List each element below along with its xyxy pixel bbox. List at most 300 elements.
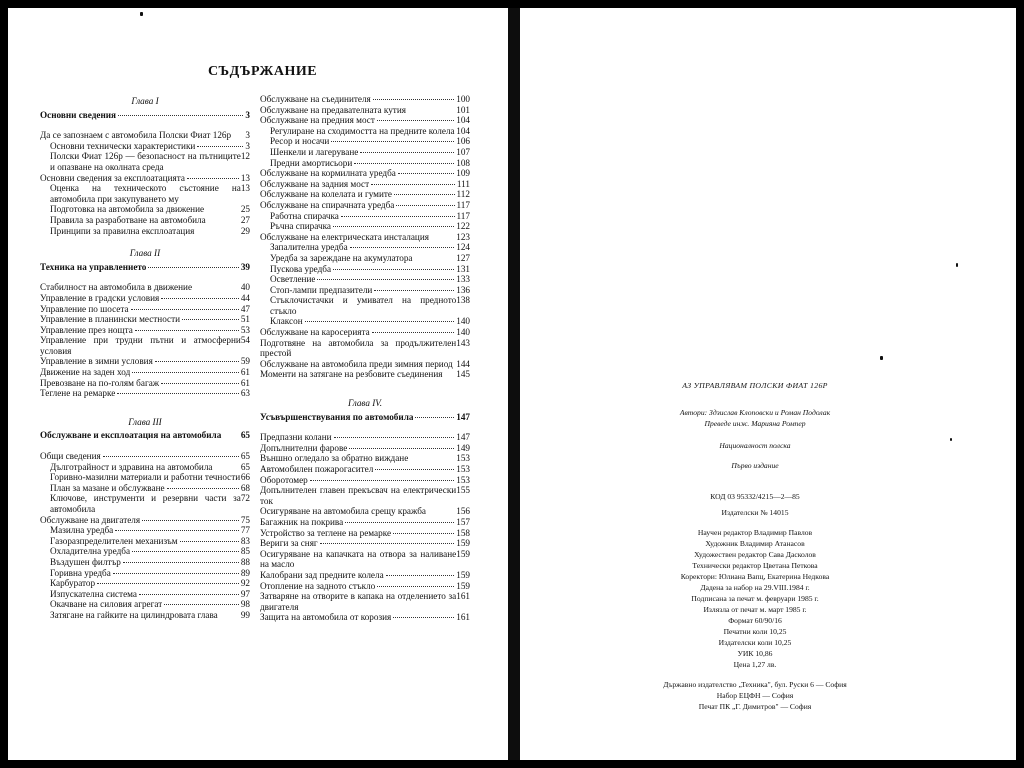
scan-speck — [956, 263, 958, 267]
toc-entry-page: 3 — [245, 140, 250, 151]
toc-entry — [40, 610, 250, 621]
toc-entry-title: Усъвършенствувания по автомобила — [260, 411, 414, 422]
toc-entry — [260, 506, 470, 517]
toc-entry-page: 147 — [456, 411, 470, 422]
toc-entry — [260, 591, 470, 612]
toc-entry-title: Допълнителни фарове — [260, 442, 348, 453]
toc-entry-title: Охладителна уредба — [50, 546, 131, 557]
toc-entry-title: Пускова уредба — [270, 263, 332, 274]
toc-entry-page: 107 — [456, 146, 470, 157]
toc-entry-page: 29 — [240, 225, 250, 236]
toc-entry-title: Автомобилен пожарогасител — [260, 464, 374, 474]
toc-entry-title: Теглене на ремарке — [40, 388, 116, 399]
toc-entry-page: 156 — [456, 506, 470, 517]
toc-entry-page: 72 — [240, 493, 250, 504]
toc-entry-title: Обслужване на спирачната уредба — [260, 199, 395, 210]
dot-leader — [182, 319, 239, 320]
chapter-heading: Глава II — [129, 248, 161, 259]
toc-entry — [40, 282, 250, 293]
contents-page — [8, 8, 508, 760]
toc-entry-title: Обслужване на автомобила преди зимния период — [260, 358, 453, 369]
toc-entry-title: Работна спирачка — [270, 210, 339, 221]
toc-entry-page: 158 — [456, 527, 470, 538]
toc-spacer — [40, 272, 250, 282]
toc-entry-title: Затваряне на отворите в капака на отделението за двигателя — [260, 591, 457, 612]
toc-entry — [40, 130, 250, 141]
toc-entry-title: Осигуряване на автомобила срещу кражба — [260, 506, 426, 517]
toc-entry — [260, 168, 470, 179]
toc-entry-page: 138 — [456, 295, 470, 306]
toc-entry-title: Окачване на силовия агрегат — [50, 599, 163, 610]
toc-entry — [40, 378, 250, 389]
toc-entry-title: Калобрани зад предните колела — [260, 569, 384, 580]
dot-leader — [377, 120, 454, 121]
toc-entry-title: Принципи за правилна експлоатация — [50, 225, 195, 236]
toc-entry-page: 40 — [240, 282, 250, 293]
toc-entry — [40, 141, 250, 152]
toc-entry — [40, 546, 250, 557]
toc-entry-page: 75 — [240, 514, 250, 525]
toc-entry — [40, 493, 250, 514]
toc-entry-title: Ключове, инструменти и резервни части за автомобила — [50, 493, 241, 514]
toc-entry — [40, 451, 250, 462]
toc-entry-title: Уредба за зареждане на акумулатора — [270, 252, 413, 263]
dot-leader — [103, 456, 239, 457]
toc-entry-page: 101 — [456, 104, 470, 115]
price-line: Цена 1,27 лв. — [733, 660, 777, 669]
toc-spacer — [40, 236, 250, 246]
toc-entry — [260, 316, 470, 327]
dot-leader — [117, 393, 239, 394]
toc-entry — [40, 304, 250, 315]
toc-entry — [260, 179, 470, 190]
publisher-number-line: Издателски № 14015 — [721, 508, 789, 517]
toc-entry — [40, 204, 250, 215]
toc-entry-title: Предпазни колани — [260, 432, 332, 443]
dot-leader — [139, 594, 239, 595]
scan-speck — [950, 438, 952, 441]
toc-entry — [260, 158, 470, 169]
toc-spacer — [260, 422, 470, 432]
toc-entry-page: 100 — [456, 94, 470, 104]
imprint-page — [520, 8, 1016, 760]
dot-leader — [372, 332, 455, 333]
toc-entry-title: Регулиране на сходимостта на предните колела — [270, 125, 455, 136]
toc-entry-title: Правила за разработване на автомобила — [50, 214, 206, 225]
toc-entry — [260, 443, 470, 454]
toc-entry-page: 98 — [240, 599, 250, 610]
toc-entry — [260, 359, 470, 370]
printed-date-line: Излязла от печат м. март 1985 г. — [703, 605, 807, 614]
toc-entry-title: Запалителна уредба — [270, 242, 348, 253]
toc-entry-page: 77 — [240, 525, 250, 536]
toc-entry-page: 25 — [240, 204, 250, 215]
toc-entry-title: Външно огледало за обратно виждане — [260, 453, 409, 464]
toc-entry — [260, 538, 470, 549]
toc-entry — [40, 183, 250, 204]
toc-entry-title: Техника на управлението — [40, 261, 147, 272]
toc-entry-title: Изпускателна система — [50, 588, 137, 599]
toc-entry — [260, 105, 470, 116]
toc-entry-page: 159 — [456, 580, 470, 591]
toc-entry — [260, 570, 470, 581]
toc-entry-title: Управление в градски условия — [40, 292, 160, 303]
toc-entry — [40, 515, 250, 526]
toc-entry — [40, 215, 250, 226]
toc-entry-page: 153 — [456, 474, 470, 485]
toc-entry — [40, 325, 250, 336]
format-line: Формат 60/90/16 — [728, 616, 782, 625]
dot-leader — [310, 480, 454, 481]
toc-entry-title: План за мазане и обслужване — [50, 482, 165, 493]
toc-entry-title: Ръчна спирачка — [270, 221, 332, 232]
dot-leader — [187, 178, 239, 179]
toc-entry-page: 106 — [456, 136, 470, 147]
toc-entry — [260, 485, 470, 506]
toc-entry-title: Стоп-лампи предпазители — [270, 284, 373, 295]
toc-entry — [260, 200, 470, 211]
dot-leader — [113, 573, 239, 574]
toc-entry-title: Основни технически характеристики — [50, 140, 196, 151]
toc-entry — [260, 211, 470, 222]
toc-entry-title: Общи сведения — [40, 451, 101, 462]
toc-entry-page: 111 — [456, 178, 470, 189]
page-title: СЪДЪРЖАНИЕ — [208, 64, 318, 79]
toc-entry-page: 117 — [456, 210, 470, 221]
toc-entry-page: 68 — [240, 482, 250, 493]
toc-entry — [40, 314, 250, 325]
toc-entry — [260, 189, 470, 200]
toc-entry — [260, 242, 470, 253]
toc-entry — [260, 453, 470, 464]
toc-entry-page: 83 — [240, 535, 250, 546]
toc-spacer — [40, 120, 250, 130]
toc-entry — [40, 483, 250, 494]
toc-entry-title: Обслужване и експлоатация на автомобила — [40, 430, 222, 441]
toc-entry-title: Управление през нощта — [40, 324, 133, 335]
toc-spacer — [40, 399, 250, 415]
toc-entry-page: 47 — [240, 303, 250, 314]
toc-entry-page: 65 — [240, 430, 250, 441]
toc-entry-page: 13 — [240, 172, 250, 183]
toc-entry-title: Обслужване на кормилната уредба — [260, 168, 396, 179]
toc-entry-page: 27 — [240, 214, 250, 225]
toc-entry-title: Предни амортисьори — [270, 157, 353, 168]
toc-entry-page: 159 — [456, 548, 470, 559]
toc-entry — [40, 110, 250, 121]
toc-entry-title: Управление при трудни пътни и атмосферни условия — [40, 335, 241, 356]
toc-entry — [260, 581, 470, 592]
code-line: КОД 03 95332/4215—2—85 — [710, 492, 800, 501]
toc-entry-page: 66 — [240, 472, 250, 483]
page-gutter — [508, 8, 520, 760]
scientific-editor-line: Научен редактор Владимир Павлов — [697, 528, 813, 537]
dot-leader — [155, 361, 239, 362]
toc-entry — [260, 432, 470, 443]
toc-entry-title: Оценка на техническото състояние на автомобила при закупуването му — [50, 183, 241, 204]
toc-entry-page: 155 — [456, 485, 470, 496]
dot-leader — [375, 469, 454, 470]
toc-entry — [40, 173, 250, 184]
toc-column-right — [260, 94, 470, 623]
imprint-block — [620, 380, 890, 712]
toc-entry-page: 136 — [456, 284, 470, 295]
book-spread — [8, 8, 1016, 760]
dot-leader — [167, 488, 239, 489]
toc-entry-page: 109 — [456, 168, 470, 179]
chapter-heading: Глава III — [128, 416, 162, 427]
dot-leader — [131, 309, 239, 310]
toc-entry-title: Горивна уредба — [50, 567, 111, 578]
dot-leader — [354, 163, 454, 164]
toc-entry — [260, 528, 470, 539]
toc-entry-title: Газоразпределителен механизъм — [50, 535, 178, 546]
dot-leader — [118, 115, 243, 116]
toc-entry-title: Карбуратор — [50, 578, 96, 589]
publisher-sheets-line: Издателски коли 10,25 — [718, 638, 792, 647]
dot-leader — [345, 522, 454, 523]
dot-leader — [386, 575, 455, 576]
toc-entry-title: Оборотомер — [260, 474, 308, 485]
toc-entry-title: Основни сведения — [40, 109, 117, 120]
toc-entry-title: Устройство за теглене на ремарке — [260, 527, 392, 538]
toc-entry-page: 97 — [240, 588, 250, 599]
toc-entry-page: 51 — [240, 314, 250, 325]
toc-entry-page: 161 — [456, 612, 470, 623]
toc-entry-page: 61 — [240, 367, 250, 378]
toc-entry — [40, 151, 250, 172]
dot-leader — [396, 205, 454, 206]
toc-entry — [260, 221, 470, 232]
toc-entry — [260, 285, 470, 296]
dot-leader — [164, 604, 239, 605]
toc-entry — [40, 472, 250, 483]
toc-entry-page: 159 — [456, 538, 470, 549]
toc-entry-title: Стъклочистачки и умивател на предното стъкло — [270, 295, 457, 316]
dot-leader — [317, 279, 454, 280]
toc-entry-title: Отопление на задното стъкло — [260, 580, 376, 591]
toc-entry-title: Управление по шосета — [40, 303, 129, 314]
toc-entry — [260, 126, 470, 137]
dot-leader — [331, 141, 454, 142]
toc-entry-title: Да се запознаем с автомобила Полски Фиат 126р — [40, 130, 232, 141]
toc-entry-title: Осигуряване на капачката на отвора за наливане на масло — [260, 548, 457, 570]
toc-entry-page: 153 — [456, 464, 470, 474]
scan-speck — [880, 356, 883, 360]
toc-entry-page: 140 — [456, 316, 470, 327]
toc-entry — [260, 274, 470, 285]
dot-leader — [142, 520, 239, 521]
toc-entry-title: Вериги за сняг — [260, 538, 318, 549]
toc-entry-page: 159 — [456, 569, 470, 580]
toc-entry — [40, 525, 250, 536]
toc-entry — [260, 94, 470, 105]
toc-entry-page: 12 — [240, 151, 250, 162]
dot-leader — [349, 448, 454, 449]
toc-entry-page: 44 — [240, 292, 250, 303]
toc-entry-page: 144 — [456, 358, 470, 369]
dot-leader — [360, 152, 454, 153]
dot-leader — [197, 146, 243, 147]
toc-entry-page: 3 — [245, 109, 250, 120]
toc-entry — [40, 462, 250, 473]
dot-leader — [371, 184, 455, 185]
dot-leader — [305, 321, 455, 322]
toc-spacer — [260, 380, 470, 396]
toc-entry — [260, 338, 470, 359]
tech-editor-line: Технически редактор Цветана Петкова — [692, 561, 818, 570]
toc-entry-page: 131 — [456, 263, 470, 274]
toc-entry-title: Моменти на затягане на резбовите съединения — [260, 369, 443, 380]
dot-leader — [132, 551, 239, 552]
toc-entry — [260, 412, 470, 423]
toc-entry — [260, 369, 470, 380]
toc-entry-page: 112 — [456, 189, 470, 200]
toc-entry-page: 85 — [240, 546, 250, 557]
dot-leader — [374, 290, 454, 291]
typesetting-line: Набор ЕЦФН — София — [716, 691, 794, 700]
toc-entry-title: Защита на автомобила от корозия — [260, 612, 392, 623]
toc-entry-title: Обслужване на предавателната кутия — [260, 104, 406, 115]
toc-entry — [260, 136, 470, 147]
toc-entry-title: Управление в планински местности — [40, 314, 181, 325]
toc-entry-page: 108 — [456, 157, 470, 168]
authors-line: Автори: Здзислав Клоповски и Роман Подолак — [679, 408, 831, 417]
toc-entry — [40, 536, 250, 547]
dot-leader — [333, 269, 454, 270]
dot-leader — [393, 617, 454, 618]
toc-entry-page: 104 — [456, 115, 470, 126]
toc-entry-title: Обслужване на електрическата инсталация — [260, 231, 429, 242]
toc-entry-title: Стабилност на автомобила в движение — [40, 282, 193, 293]
toc-entry-title: Дълготрайност и здравина на автомобила — [50, 461, 213, 472]
toc-entry — [40, 568, 250, 579]
toc-entry-title: Ресор и носачи — [270, 136, 330, 147]
toc-entry-page: 127 — [456, 252, 470, 263]
printing-line: Печат ПК „Г. Димитров" — София — [698, 702, 812, 711]
toc-entry-title: Затягане на гайките на цилиндровата глава — [50, 609, 218, 620]
dot-leader — [180, 541, 239, 542]
dot-leader — [97, 583, 239, 584]
toc-entry-title: Управление в зимни условия — [40, 356, 153, 367]
toc-entry-page: 117 — [456, 199, 470, 210]
artist-line: Художник Владимир Атанасов — [705, 539, 805, 548]
toc-entry-page: 122 — [456, 221, 470, 232]
toc-entry-title: Обслужване на съединителя — [260, 94, 371, 104]
print-sheets-line: Печатни коли 10,25 — [723, 627, 787, 636]
dot-leader — [398, 173, 454, 174]
toc-entry — [40, 430, 250, 441]
publisher-line: Държавно издателство „Техника", бул. Руски 6 — София — [663, 680, 847, 689]
dot-leader — [123, 562, 239, 563]
toc-entry-title: Обслужване на задния мост — [260, 178, 370, 189]
toc-entry — [40, 293, 250, 304]
toc-entry — [260, 295, 470, 316]
scan-speck — [140, 12, 143, 16]
toc-entry-title: Допълнителен главен прекъсвач на електрически ток — [260, 485, 457, 506]
toc-entry — [40, 589, 250, 600]
toc-entry-page: 133 — [456, 274, 470, 285]
toc-entry-page: 65 — [240, 451, 250, 462]
toc-entry-page: 149 — [456, 442, 470, 453]
toc-entry-page: 143 — [456, 337, 470, 348]
proofreaders-line: Коректори: Юлиана Вапц, Екатерина Недкова — [680, 572, 830, 581]
dot-leader — [373, 99, 454, 100]
toc-entry-page: 54 — [240, 335, 250, 346]
toc-entry-page: 39 — [240, 261, 250, 272]
dot-leader — [132, 372, 239, 373]
typeset-date-line: Дадена за набор на 29.VIII.1984 г. — [700, 583, 810, 592]
dot-leader — [320, 543, 455, 544]
toc-entry-title: Обслужване на двигателя — [40, 514, 141, 525]
toc-entry-page: 59 — [240, 356, 250, 367]
dot-leader — [377, 586, 454, 587]
toc-entry — [260, 464, 470, 475]
toc-entry — [40, 599, 250, 610]
chapter-heading: Глава IV. — [347, 398, 383, 409]
toc-column-left — [40, 94, 250, 621]
toc-entry-page: 88 — [240, 556, 250, 567]
toc-entry-page: 124 — [456, 242, 470, 253]
toc-entry-page: 65 — [240, 461, 250, 472]
toc-entry-title: Обслужване на каросерията — [260, 327, 370, 338]
toc-entry-page: 123 — [456, 231, 470, 242]
toc-entry-page: 153 — [456, 453, 470, 464]
toc-entry-page: 92 — [240, 578, 250, 589]
dot-leader — [341, 216, 455, 217]
toc-entry-page: 147 — [456, 432, 470, 443]
dot-leader — [161, 383, 239, 384]
dot-leader — [334, 437, 455, 438]
toc-entry-title: Подготвяне на автомобила за продължителен престой — [260, 337, 457, 359]
toc-entry-title: Мазилна уредба — [50, 525, 114, 536]
toc-entry-title: Основни сведения за експлоатацията — [40, 172, 185, 183]
translator-line: Преведе инж. Марияна Ромпер — [704, 419, 806, 428]
dot-leader — [393, 533, 454, 534]
toc-entry — [260, 115, 470, 126]
toc-entry-title: Шенкели и лагеруване — [270, 146, 359, 157]
toc-entry-page: 61 — [240, 377, 250, 388]
toc-entry-page: 99 — [240, 609, 250, 620]
dot-leader — [350, 247, 455, 248]
print-signed-line: Подписана за печат м. февруари 1985 г. — [691, 594, 819, 603]
toc-entry-title: Клаксон — [270, 316, 303, 327]
toc-entry — [40, 557, 250, 568]
dot-leader — [115, 530, 239, 531]
toc-entry-title: Превозване на по-голям багаж — [40, 377, 160, 388]
book-title: АЗ УПРАВЛЯВАМ ПОЛСКИ ФИАТ 126Р — [682, 381, 828, 390]
toc-entry-title: Подготовка на автомобила за движение — [50, 204, 205, 215]
toc-entry — [260, 475, 470, 486]
toc-entry-page: 89 — [240, 567, 250, 578]
toc-entry — [40, 578, 250, 589]
toc-entry-title: Полски Фиат 126р — безопасност на пътниците и опазване на околната среда — [50, 151, 241, 172]
toc-entry-title: Обслужване на предния мост — [260, 115, 375, 126]
toc-entry-page: 140 — [456, 327, 470, 338]
toc-entry-title: Движение на заден ход — [40, 367, 131, 378]
art-editor-line: Художествен редактор Сава Дасколов — [694, 550, 816, 559]
toc-entry-title: Горивно-мазилни материали и работни течности — [50, 472, 241, 483]
uik-line: УИК 10,86 — [737, 649, 773, 658]
toc-entry — [40, 367, 250, 378]
dot-leader — [135, 330, 239, 331]
toc-entry-page: 161 — [456, 591, 470, 602]
toc-entry — [260, 264, 470, 275]
toc-entry-page: 157 — [456, 516, 470, 527]
toc-entry — [260, 549, 470, 570]
toc-entry-page: 63 — [240, 388, 250, 399]
toc-entry-page: 13 — [240, 183, 250, 194]
